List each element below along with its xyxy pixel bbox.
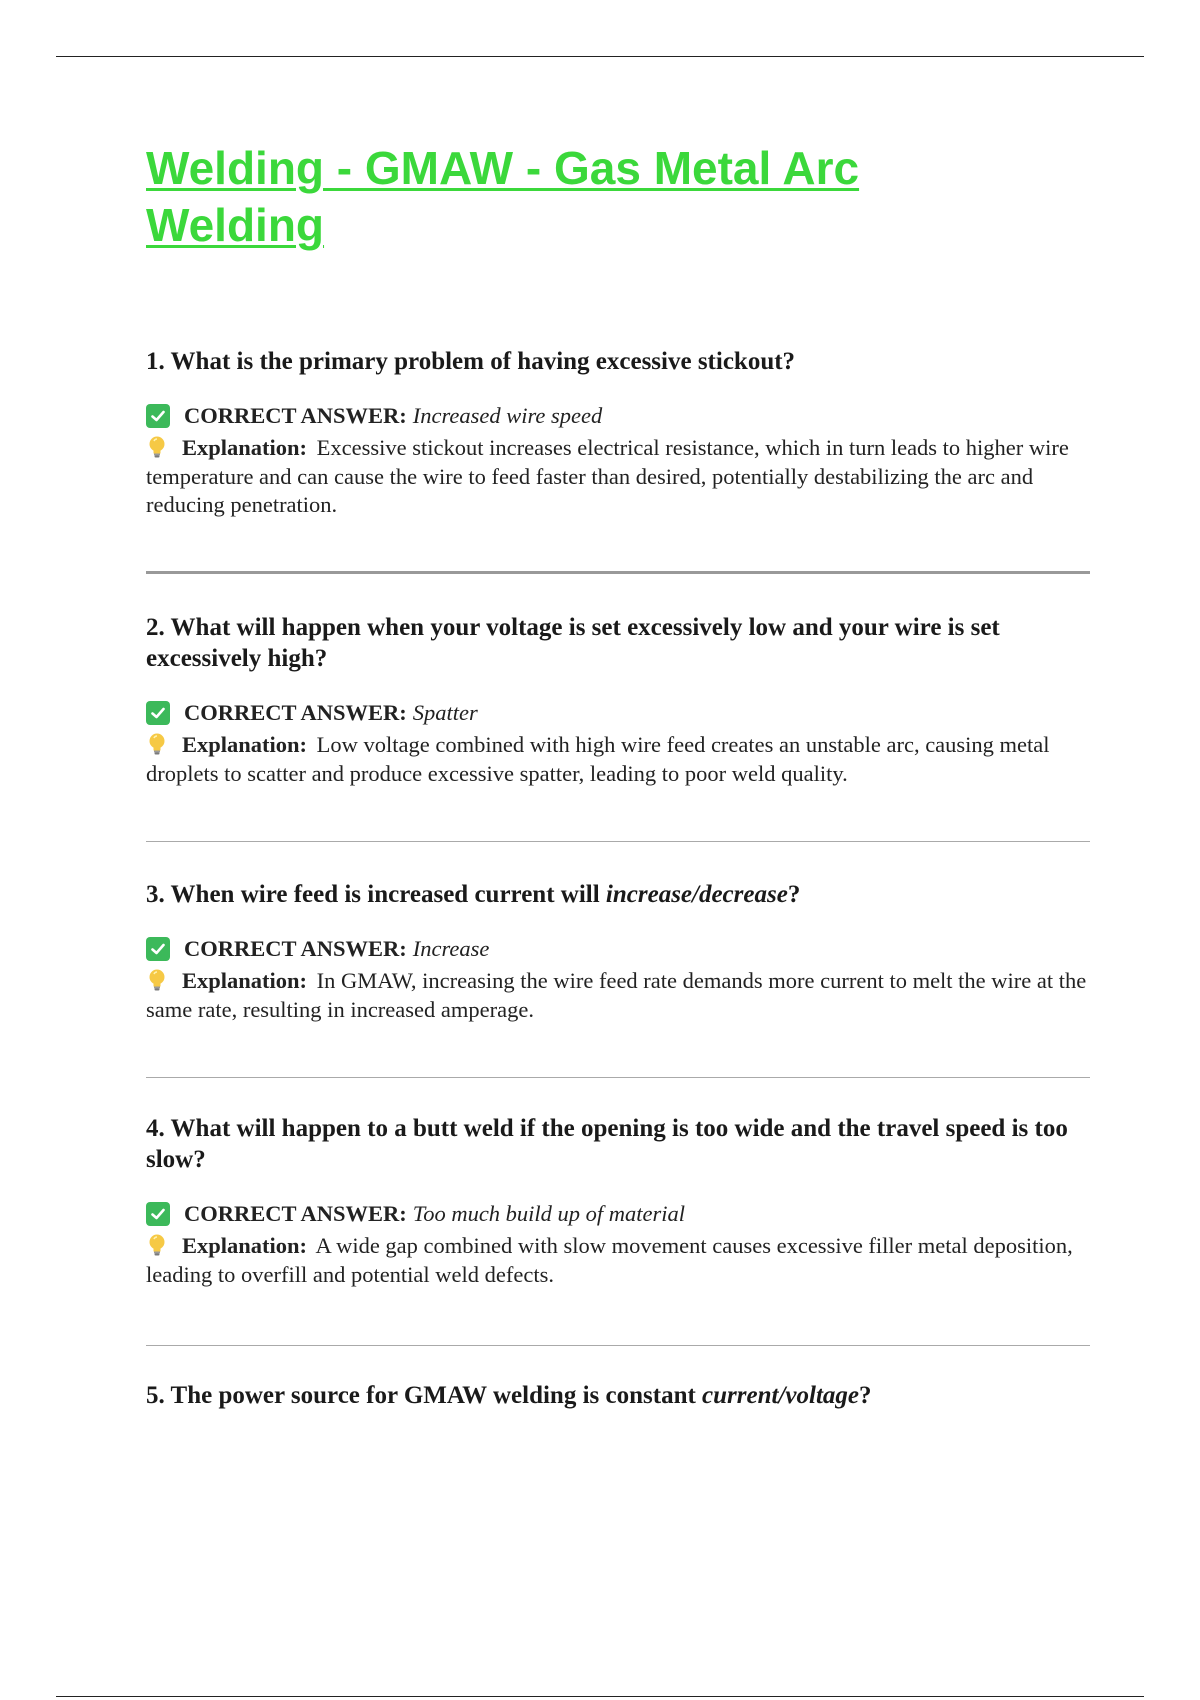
check-mark-icon bbox=[146, 937, 170, 961]
correct-answer-line bbox=[146, 934, 1090, 964]
answer-label: CORRECT ANSWER: bbox=[184, 936, 407, 961]
answer-value: Too much build up of material bbox=[412, 1201, 686, 1226]
page-top-rule bbox=[56, 56, 1144, 57]
question-text: 2. What will happen when your voltage is set excessively low and your wire is set excessively high? bbox=[146, 614, 1000, 672]
section-divider bbox=[146, 841, 1090, 842]
answer-label: CORRECT ANSWER: bbox=[184, 700, 407, 725]
answer-label: CORRECT ANSWER: bbox=[184, 1201, 407, 1226]
section-divider bbox=[146, 571, 1090, 574]
light-bulb-icon bbox=[146, 1233, 168, 1257]
explanation-body: Excessive stickout increases electrical resistance, which in turn leads to higher wire temperature and can cause the wire to feed faster than desired, potentially destabilizing the arc and reducing penetration. bbox=[146, 435, 1069, 517]
explanation-label: Explanation: bbox=[182, 732, 308, 757]
section-divider bbox=[146, 1077, 1090, 1078]
explanation-text bbox=[146, 967, 1090, 1024]
explanation-body: In GMAW, increasing the wire feed rate demands more current to melt the wire at the same rate, resulting in increased amperage. bbox=[146, 968, 1087, 1022]
question-item bbox=[146, 346, 1090, 520]
answer-label: CORRECT ANSWER: bbox=[184, 403, 407, 428]
document-title: Welding - GMAW - Gas Metal Arc Welding bbox=[146, 142, 860, 251]
check-mark-icon bbox=[146, 404, 170, 428]
explanation-label: Explanation: bbox=[182, 968, 308, 993]
correct-answer-line bbox=[146, 1199, 1090, 1229]
light-bulb-icon bbox=[146, 968, 168, 992]
explanation-text bbox=[146, 1232, 1090, 1289]
question-emphasis: current/voltage bbox=[702, 1382, 859, 1409]
explanation-text bbox=[146, 434, 1090, 520]
question-item bbox=[146, 1380, 1090, 1411]
question-text: 5. The power source for GMAW welding is constant current/voltage? bbox=[146, 1382, 872, 1409]
check-mark-icon bbox=[146, 1202, 170, 1226]
explanation-text bbox=[146, 731, 1090, 788]
question-text: 4. What will happen to a butt weld if the opening is too wide and the travel speed is too slow? bbox=[146, 1115, 1068, 1173]
explanation-body: A wide gap combined with slow movement causes excessive filler metal deposition, leading to overfill and potential weld defects. bbox=[146, 1233, 1073, 1287]
question-item bbox=[146, 1113, 1090, 1289]
answer-value: Increased wire speed bbox=[412, 403, 603, 428]
answer-value: Spatter bbox=[412, 700, 478, 725]
light-bulb-icon bbox=[146, 732, 168, 756]
page-bottom-rule bbox=[56, 1696, 1144, 1697]
question-text: 1. What is the primary problem of having excessive stickout? bbox=[146, 348, 796, 375]
question-item bbox=[146, 612, 1090, 788]
correct-answer-line bbox=[146, 698, 1090, 728]
check-mark-icon bbox=[146, 701, 170, 725]
document-body bbox=[146, 140, 1090, 1409]
question-text: 3. When wire feed is increased current will increase/decrease? bbox=[146, 881, 801, 908]
explanation-body: Low voltage combined with high wire feed creates an unstable arc, causing metal droplets to scatter and produce excessive spatter, leading to poor weld quality. bbox=[146, 732, 1050, 786]
question-emphasis: increase/decrease bbox=[605, 881, 788, 908]
answer-value: Increase bbox=[412, 936, 490, 961]
explanation-label: Explanation: bbox=[182, 1233, 308, 1258]
correct-answer-line bbox=[146, 401, 1090, 431]
section-divider bbox=[146, 1345, 1090, 1346]
light-bulb-icon bbox=[146, 435, 168, 459]
explanation-label: Explanation: bbox=[182, 435, 308, 460]
question-item bbox=[146, 879, 1090, 1024]
